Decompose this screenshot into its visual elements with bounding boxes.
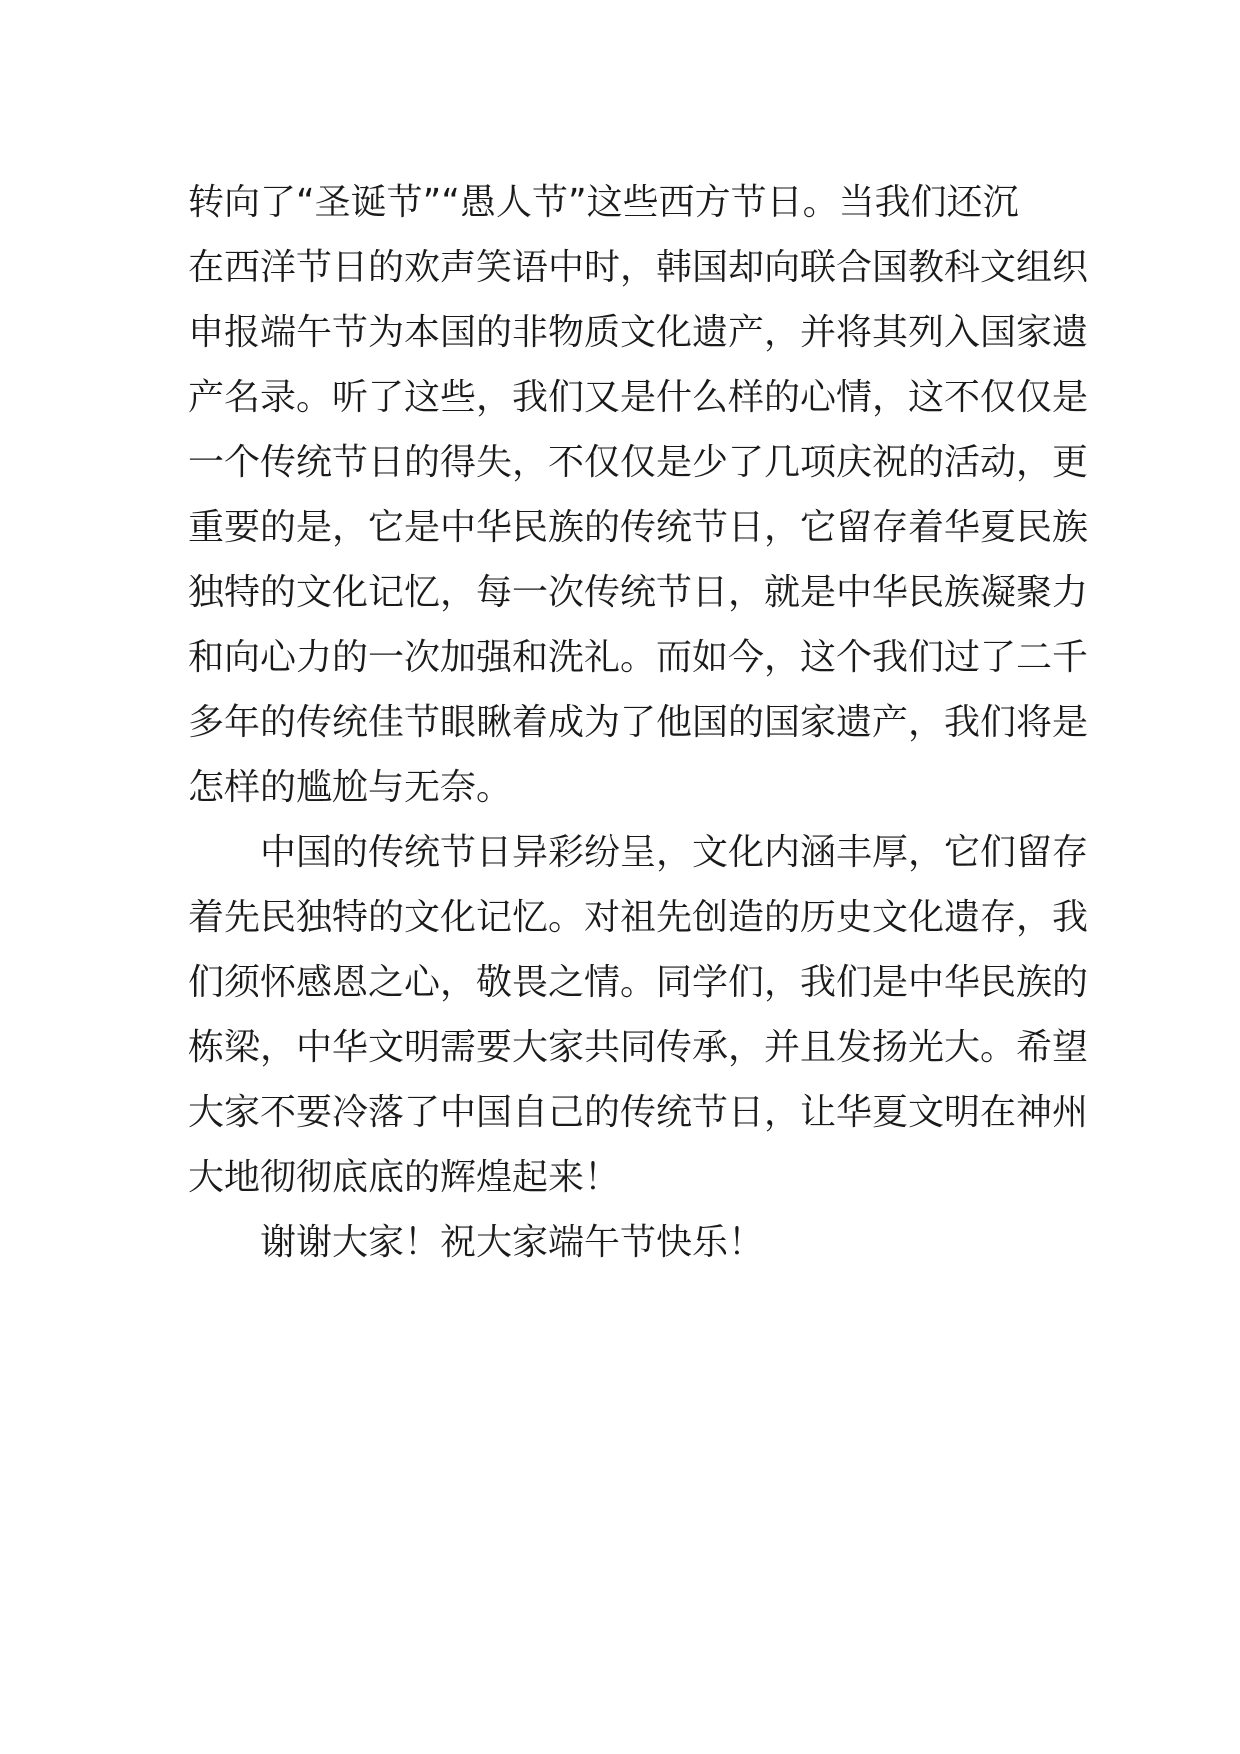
- text-line: 们须怀感恩之心，敬畏之情。同学们，我们是中华民族的: [188, 962, 1089, 1003]
- text-line: 重要的是，它是中华民族的传统节日，它留存着华夏民族: [188, 507, 1089, 548]
- text-line: 栋梁，中华文明需要大家共同传承，并且发扬光大。希望: [188, 1027, 1089, 1068]
- speech-text: [188, 170, 1089, 1275]
- text-line: 在西洋节日的欢声笑语中时，韩国却向联合国教科文组织: [188, 247, 1089, 288]
- text-line: 和向心力的一次加强和洗礼。而如今，这个我们过了二千: [188, 637, 1089, 678]
- text-line: 大家不要冷落了中国自己的传统节日，让华夏文明在神州: [188, 1092, 1089, 1133]
- paragraph-3: [188, 1210, 1068, 1275]
- text-line: 大地彻彻底底的辉煌起来！: [188, 1157, 621, 1198]
- text-line: 怎样的尴尬与无奈。: [188, 767, 513, 808]
- text-line: 一个传统节日的得失，不仅仅是少了几项庆祝的活动，更: [188, 442, 1089, 483]
- text-line: 申报端午节为本国的非物质文化遗产，并将其列入国家遗: [188, 312, 1089, 353]
- paragraph-1: [188, 170, 1089, 820]
- text-line: 中国的传统节日异彩纷呈，文化内涵丰厚，它们留存: [260, 832, 1089, 873]
- text-line: 着先民独特的文化记忆。对祖先创造的历史文化遗存，我: [188, 897, 1089, 938]
- text-line: 转向了“圣诞节”“愚人节”这些西方节日。当我们还沉: [188, 182, 1019, 223]
- paragraph-2: [188, 820, 1089, 1210]
- text-line: 产名录。听了这些，我们又是什么样的心情，这不仅仅是: [188, 377, 1089, 418]
- text-line: 多年的传统佳节眼瞅着成为了他国的国家遗产，我们将是: [188, 702, 1089, 743]
- text-line: 独特的文化记忆，每一次传统节日，就是中华民族凝聚力: [188, 572, 1089, 613]
- text-line: 谢谢大家！祝大家端午节快乐！: [260, 1222, 765, 1263]
